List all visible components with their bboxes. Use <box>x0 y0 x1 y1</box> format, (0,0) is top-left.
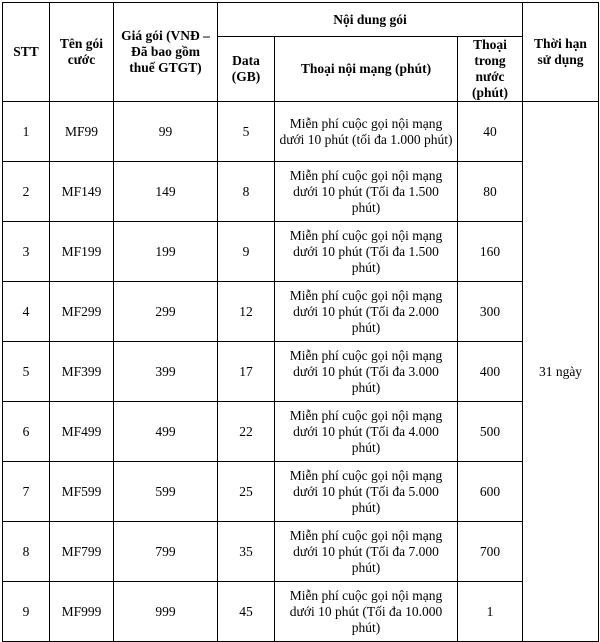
plans-table <box>2 2 599 642</box>
table-row <box>3 522 599 582</box>
header-price: Giá gói (VNĐ – Đã bao gồm thuế GTGT) <box>114 3 218 102</box>
cell-plan-name: MF999 <box>50 582 114 642</box>
header-content-group: Nội dung gói <box>218 3 523 37</box>
cell-stt: 2 <box>3 162 50 222</box>
cell-domestic-calls: 500 <box>458 402 523 462</box>
cell-onnet-calls: Miễn phí cuộc gọi nội mạng dưới 10 phút (Tối đa 3.000 phút) <box>275 342 458 402</box>
cell-plan-name: MF299 <box>50 282 114 342</box>
cell-stt: 5 <box>3 342 50 402</box>
cell-stt: 6 <box>3 402 50 462</box>
cell-domestic-calls: 600 <box>458 462 523 522</box>
cell-data: 45 <box>218 582 275 642</box>
cell-onnet-calls: Miễn phí cuộc gọi nội mạng dưới 10 phút (Tối đa 7.000 phút) <box>275 522 458 582</box>
cell-price: 399 <box>114 342 218 402</box>
cell-price: 99 <box>114 102 218 162</box>
table-row <box>3 102 599 162</box>
table-row <box>3 222 599 282</box>
header-data: Data (GB) <box>218 37 275 102</box>
cell-domestic-calls: 1 <box>458 582 523 642</box>
cell-onnet-calls: Miễn phí cuộc gọi nội mạng dưới 10 phút (Tối đa 1.500 phút) <box>275 222 458 282</box>
header-stt: STT <box>3 3 50 102</box>
cell-data: 5 <box>218 102 275 162</box>
cell-data: 9 <box>218 222 275 282</box>
cell-stt: 9 <box>3 582 50 642</box>
cell-domestic-calls: 300 <box>458 282 523 342</box>
table-row <box>3 342 599 402</box>
cell-onnet-calls: Miễn phí cuộc gọi nội mạng dưới 10 phút (Tối đa 4.000 phút) <box>275 402 458 462</box>
table-row <box>3 162 599 222</box>
cell-price: 199 <box>114 222 218 282</box>
cell-price: 499 <box>114 402 218 462</box>
cell-onnet-calls: Miễn phí cuộc gọi nội mạng dưới 10 phút (Tối đa 10.000 phút) <box>275 582 458 642</box>
cell-price: 149 <box>114 162 218 222</box>
cell-onnet-calls: Miễn phí cuộc gọi nội mạng dưới 10 phút (Tối đa 2.000 phút) <box>275 282 458 342</box>
cell-price: 799 <box>114 522 218 582</box>
table-row <box>3 402 599 462</box>
cell-domestic-calls: 700 <box>458 522 523 582</box>
cell-plan-name: MF199 <box>50 222 114 282</box>
cell-plan-name: MF599 <box>50 462 114 522</box>
table-row <box>3 462 599 522</box>
cell-domestic-calls: 160 <box>458 222 523 282</box>
header-domestic-calls: Thoại trong nước (phút) <box>458 37 523 102</box>
cell-stt: 8 <box>3 522 50 582</box>
cell-data: 17 <box>218 342 275 402</box>
cell-data: 25 <box>218 462 275 522</box>
cell-domestic-calls: 400 <box>458 342 523 402</box>
cell-onnet-calls: Miễn phí cuộc gọi nội mạng dưới 10 phút (tối đa 1.000 phút) <box>275 102 458 162</box>
table-row <box>3 282 599 342</box>
header-row-top <box>3 3 599 37</box>
header-validity: Thời hạn sử dụng <box>523 3 599 102</box>
cell-stt: 1 <box>3 102 50 162</box>
cell-onnet-calls: Miễn phí cuộc gọi nội mạng dưới 10 phút (Tối đa 5.000 phút) <box>275 462 458 522</box>
cell-price: 299 <box>114 282 218 342</box>
cell-plan-name: MF399 <box>50 342 114 402</box>
cell-plan-name: MF799 <box>50 522 114 582</box>
cell-domestic-calls: 40 <box>458 102 523 162</box>
cell-domestic-calls: 80 <box>458 162 523 222</box>
header-onnet-calls: Thoại nội mạng (phút) <box>275 37 458 102</box>
table-row <box>3 582 599 642</box>
cell-stt: 3 <box>3 222 50 282</box>
cell-data: 22 <box>218 402 275 462</box>
cell-data: 8 <box>218 162 275 222</box>
cell-plan-name: MF499 <box>50 402 114 462</box>
cell-onnet-calls: Miễn phí cuộc gọi nội mạng dưới 10 phút (Tối đa 1.500 phút) <box>275 162 458 222</box>
header-plan-name: Tên gói cước <box>50 3 114 102</box>
cell-price: 599 <box>114 462 218 522</box>
cell-data: 35 <box>218 522 275 582</box>
cell-price: 999 <box>114 582 218 642</box>
cell-data: 12 <box>218 282 275 342</box>
cell-plan-name: MF149 <box>50 162 114 222</box>
cell-stt: 4 <box>3 282 50 342</box>
cell-plan-name: MF99 <box>50 102 114 162</box>
cell-stt: 7 <box>3 462 50 522</box>
cell-validity: 31 ngày <box>523 102 599 642</box>
